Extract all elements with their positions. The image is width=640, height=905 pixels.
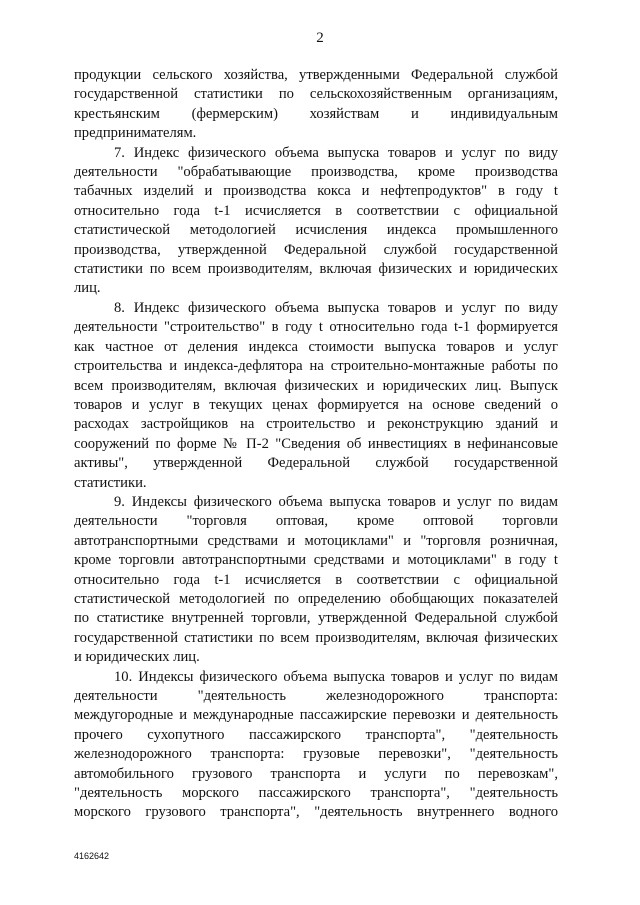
text-line: производства, утвержденной Федеральной службой государственной bbox=[74, 241, 558, 258]
text-line: и юридических лиц. bbox=[74, 649, 200, 666]
paragraph-first-line: 10. Индексы физического объема выпуска товаров и услуг по видам bbox=[114, 668, 558, 685]
text-line: автотранспортными средствами и мотоциклами" и "торговля розничная, bbox=[74, 532, 558, 549]
text-line: продукции сельского хозяйства, утвержденными Федеральной службой bbox=[74, 67, 558, 83]
text-line: "деятельность морского пассажирского транспорта", "деятельность bbox=[74, 785, 558, 802]
page-number: 2 bbox=[316, 30, 324, 46]
text-line: автомобильного грузового транспорта и услуги по перевозкам", bbox=[74, 765, 558, 782]
text-line: морского грузового транспорта", "деятельность внутреннего водного bbox=[74, 804, 558, 821]
text-line: крестьянским (фермерским) хозяйствам и индивидуальным bbox=[74, 105, 558, 122]
text-line: товаров и услуг в текущих ценах формируется на основе сведений о bbox=[74, 396, 558, 413]
text-line: строительства и индекса-дефлятора на строительно-монтажные работы по bbox=[74, 358, 558, 375]
text-line: железнодорожного транспорта: грузовые перевозки", "деятельность bbox=[74, 746, 558, 763]
text-line: относительно года t-1 исчисляется в соответствии с официальной bbox=[74, 571, 558, 588]
text-line: междугородные и международные пассажирские перевозки и деятельность bbox=[74, 707, 558, 724]
text-line: деятельности "торговля оптовая, кроме оптовой торговли bbox=[74, 513, 558, 530]
text-line: статистики по всем производителям, включая физических и юридических bbox=[74, 261, 558, 278]
text-line: кроме торговли автотранспортными средствами и мотоциклами" в году t bbox=[74, 552, 558, 569]
text-line: как частное от деления индекса стоимости выпуска товаров и услуг bbox=[74, 338, 558, 355]
document-id: 4162642 bbox=[74, 851, 110, 861]
text-line: по статистике внутренней торговли, утвержденной Федеральной службой bbox=[74, 610, 558, 627]
text-line: всем производителям, включая физических и юридических лиц. Выпуск bbox=[74, 377, 558, 394]
text-line: статистики. bbox=[74, 474, 147, 491]
text-line: предпринимателям. bbox=[74, 125, 197, 142]
text-line: лиц. bbox=[74, 280, 101, 297]
text-line: прочего сухопутного пассажирского транспорта", "деятельность bbox=[74, 726, 558, 743]
text-line: деятельности "обрабатывающие производства, кроме производства bbox=[74, 164, 558, 181]
text-line: статистической методологией по определению обобщающих показателей bbox=[74, 590, 558, 607]
text-line: табачных изделий и производства кокса и нефтепродуктов" в году t bbox=[74, 183, 558, 200]
paragraph-first-line: 8. Индекс физического объема выпуска товаров и услуг по виду bbox=[114, 299, 558, 316]
text-line: деятельности "деятельность железнодорожного транспорта: bbox=[74, 688, 558, 704]
paragraph-first-line: 7. Индекс физического объема выпуска товаров и услуг по виду bbox=[114, 144, 558, 161]
paragraph-first-line: 9. Индексы физического объема выпуска товаров и услуг по видам bbox=[114, 493, 558, 510]
text-line: деятельности "строительство" в году t относительно года t-1 формируется bbox=[74, 319, 558, 336]
text-line: активы", утвержденной Федеральной службой государственной bbox=[74, 455, 558, 472]
text-line: государственной статистики по всем производителям, включая физических bbox=[74, 629, 558, 646]
text-line: расходах застройщиков на строительство и реконструкцию зданий и bbox=[74, 416, 558, 433]
text-line: статистической методологией исчисления индекса промышленного bbox=[74, 222, 558, 239]
document-body bbox=[74, 66, 558, 823]
text-line: относительно года t-1 исчисляется в соответствии с официальной bbox=[74, 202, 558, 219]
text-line: государственной статистики по сельскохозяйственным организациям, bbox=[74, 86, 558, 103]
text-line: сооружений по форме № П-2 "Сведения об инвестициях в нефинансовые bbox=[74, 435, 558, 452]
